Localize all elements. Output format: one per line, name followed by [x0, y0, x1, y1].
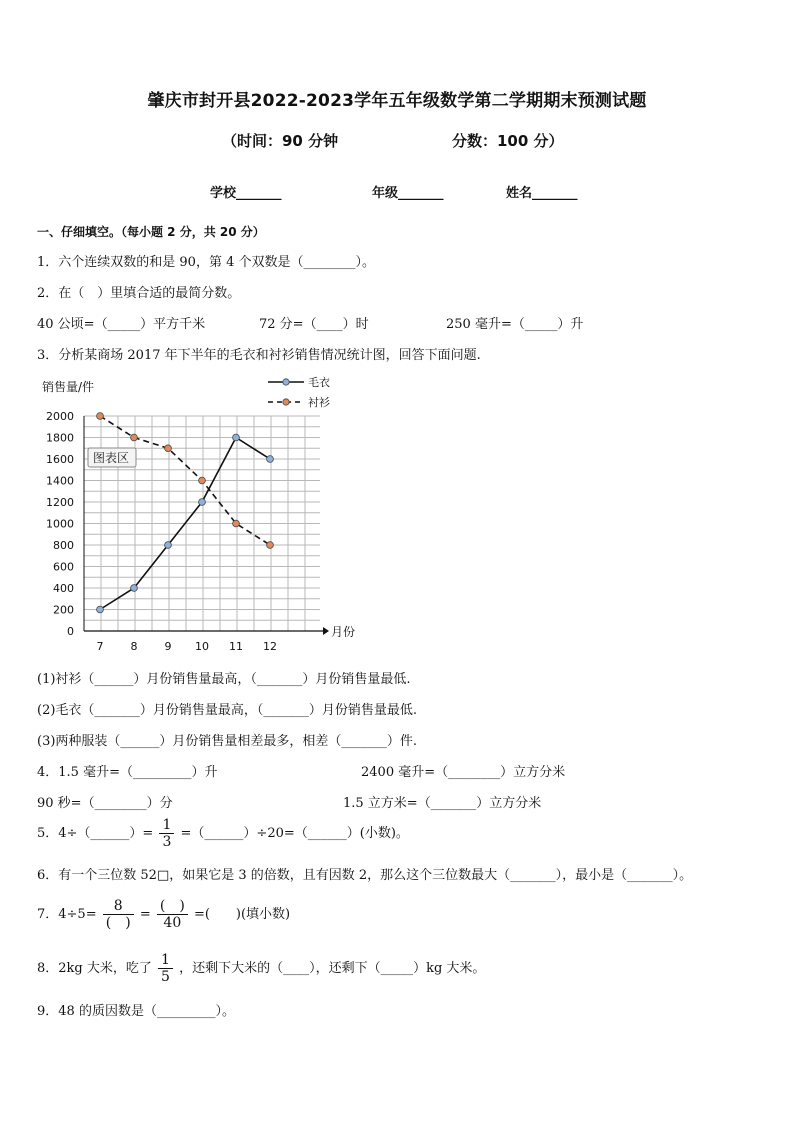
- fraction-denominator: 5: [161, 969, 170, 985]
- question-6: 6．有一个三位数 52□，如果它是 3 的倍数，且有因数 2，那么这个三位数最大（_______），最小是（_______）。: [37, 868, 693, 883]
- legend-label: 衬衫: [308, 396, 330, 409]
- sweater-point: [165, 542, 172, 549]
- chart-area-tag: [88, 448, 136, 467]
- question-1: 1．六个连续双数的和是 90，第 4 个双数是（________）。: [37, 255, 375, 270]
- question-7-prefix: 7．4÷5=: [37, 907, 97, 922]
- legend-label: 毛衣: [308, 376, 330, 389]
- question-2c: 250 毫升=（_____）升: [446, 317, 584, 332]
- x-tick-label: 11: [229, 640, 243, 653]
- x-tick-label: 10: [195, 640, 209, 653]
- question-4b: 2400 毫升=（________）立方分米: [361, 765, 566, 780]
- sweater-point: [199, 499, 206, 506]
- y-tick-label: 0: [67, 625, 74, 638]
- shirt-point: [165, 445, 172, 452]
- y-tick-label: 2000: [46, 410, 74, 423]
- exam-time: （时间：90 分钟: [222, 132, 339, 150]
- fraction-denominator: 3: [162, 834, 172, 850]
- section-heading: 一、仔细填空。（每小题 2 分，共 20 分）: [37, 225, 265, 239]
- question-2a: 40 公顷=（_____）平方千米: [37, 317, 206, 332]
- chart-legend: [268, 376, 330, 409]
- shirt-point: [199, 477, 206, 484]
- fraction-numerator: ( ): [157, 898, 188, 915]
- question-9: 9．48 的质因数是（_________）。: [37, 1004, 235, 1019]
- school-field[interactable]: 学校_______: [210, 186, 282, 201]
- fraction-one-third: [159, 817, 174, 850]
- y-tick-label: 400: [53, 582, 74, 595]
- y-tick-label: 1000: [46, 517, 74, 531]
- question-3-1: (1)衬衫（______）月份销售量最高，（_______）月份销售量最低.: [37, 672, 411, 687]
- question-4d: 1.5 立方米=（_______）立方分米: [343, 796, 542, 811]
- x-axis-arrow: [323, 627, 329, 635]
- x-tick-label: 7: [96, 640, 104, 653]
- question-5-prefix: 5．4÷（______）=: [37, 826, 154, 841]
- x-tick-label: 8: [130, 640, 138, 653]
- sweater-point: [233, 434, 240, 441]
- legend-marker: [283, 379, 289, 385]
- y-tick-label: 600: [53, 560, 74, 574]
- question-2: 2．在（ ）里填合适的最简分数。: [37, 286, 241, 301]
- question-2b: 72 分=（____）时: [259, 317, 369, 332]
- fraction-denominator: 40: [163, 915, 182, 931]
- fraction-blank-over-40: [157, 898, 188, 931]
- question-3-3: (3)两种服装（______）月份销售量相差最多，相差（_______）件.: [37, 734, 418, 749]
- grade-field[interactable]: 年级_______: [372, 186, 444, 201]
- x-tick-label: 12: [263, 640, 277, 653]
- question-8: [37, 952, 485, 985]
- page-title: 肇庆市封开县2022-2023学年五年级数学第二学期期末预测试题: [147, 91, 647, 111]
- exam-score: 分数：100 分）: [452, 132, 564, 150]
- sales-line-chart: [0, 370, 794, 670]
- shirt-point: [97, 413, 104, 420]
- sweater-point: [97, 606, 104, 613]
- y-tick-label: 1600: [46, 453, 74, 466]
- y-tick-label: 1400: [46, 474, 74, 488]
- shirt-point: [267, 542, 274, 549]
- question-8-prefix: 8．2kg 大米，吃了: [37, 961, 152, 976]
- legend-marker: [283, 399, 289, 405]
- chart-ticks: [46, 410, 277, 653]
- y-tick-label: 1200: [46, 496, 74, 509]
- sweater-point: [267, 456, 274, 463]
- question-8-suffix: ，还剩下大米的（____），还剩下（_____）kg 大米。: [179, 961, 486, 976]
- question-5: [37, 817, 409, 850]
- fraction-one-fifth: [158, 952, 173, 985]
- name-field[interactable]: 姓名_______: [506, 186, 578, 201]
- fraction-8-over-blank: [103, 898, 134, 931]
- y-tick-label: 200: [53, 603, 74, 617]
- y-tick-label: 1800: [46, 431, 74, 445]
- fraction-numerator: 8: [103, 898, 134, 915]
- question-3-2: (2)毛衣（_______）月份销售量最高，（_______）月份销售量最低.: [37, 703, 418, 718]
- fraction-numerator: 1: [158, 952, 173, 969]
- y-axis-label: 销售量/件: [42, 380, 95, 394]
- question-4a: 4．1.5 毫升=（_________）升: [37, 765, 218, 780]
- question-7: [37, 898, 290, 931]
- question-5-suffix: =（______）÷20=（______）(小数)。: [180, 826, 409, 841]
- fraction-numerator: 1: [159, 817, 174, 834]
- sweater-point: [131, 585, 138, 592]
- x-tick-label: 9: [164, 640, 172, 653]
- chart-area-label: 图表区: [93, 451, 130, 465]
- shirt-point: [233, 520, 240, 527]
- y-tick-label: 800: [53, 539, 74, 552]
- x-axis-label: 月份: [331, 625, 356, 639]
- question-3: 3．分析某商场 2017 年下半年的毛衣和衬衫销售情况统计图，回答下面问题.: [37, 348, 481, 363]
- shirt-point: [131, 434, 138, 441]
- question-4c: 90 秒=（________）分: [37, 796, 173, 811]
- question-7-equals: =: [139, 907, 151, 922]
- question-7-suffix: =( )(填小数): [193, 907, 291, 922]
- fraction-denominator: ( ): [105, 915, 131, 931]
